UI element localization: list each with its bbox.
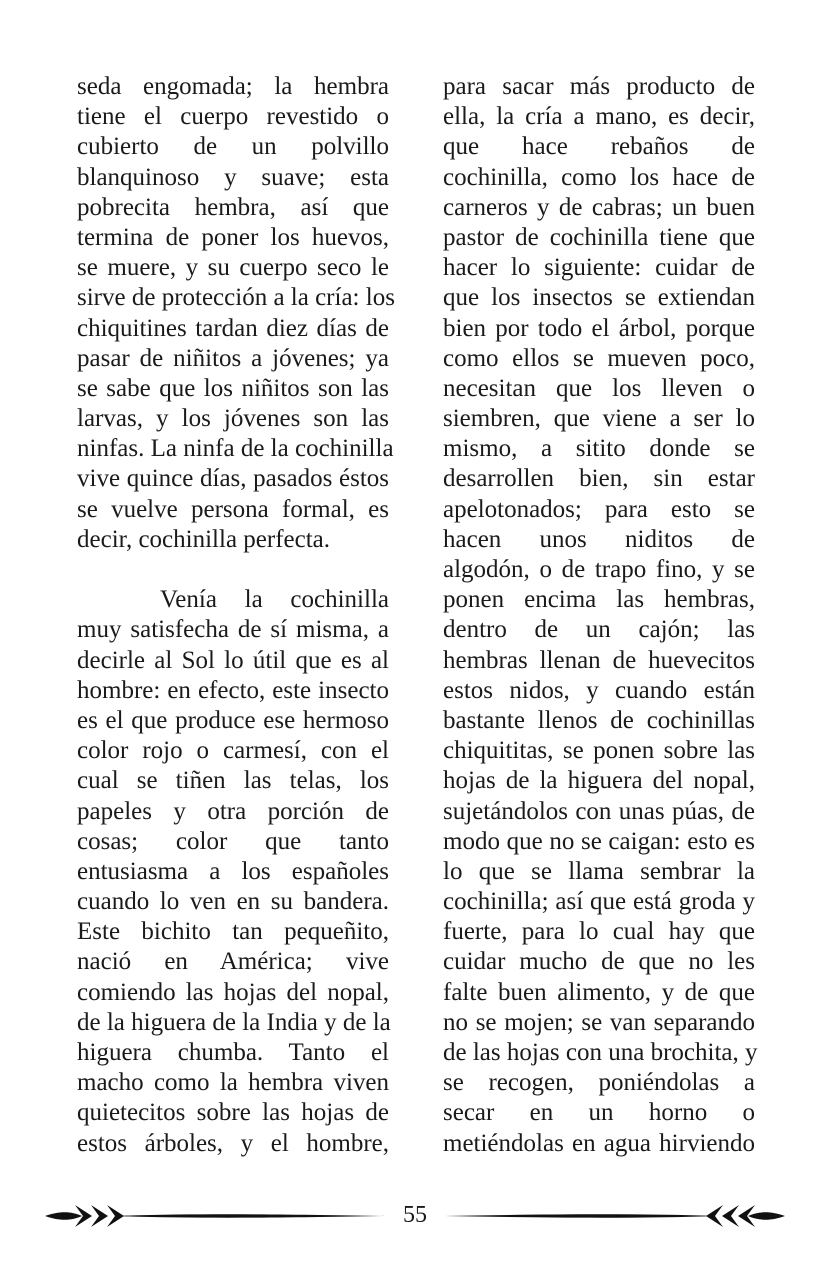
text-line: dentro de un cajón; las <box>443 616 755 644</box>
text-line: de las hojas con una brochita, y <box>443 1039 758 1066</box>
left-column <box>77 72 395 1159</box>
text-line: cuando lo ven en su bandera. <box>77 888 389 916</box>
text-line: cochinilla, como los hace de <box>443 163 755 191</box>
right-ornament-icon <box>440 1192 785 1240</box>
text-line: chiquititas, se ponen sobre las <box>443 737 755 765</box>
text-line: color rojo o carmesí, con el <box>77 737 389 765</box>
text-line: se muere, y su cuerpo seco le <box>77 254 389 282</box>
text-line: es el que produce ese hermoso <box>77 706 389 734</box>
text-line: seda engomada; la hembra <box>77 73 389 100</box>
text-line: vive quince días, pasados éstos <box>77 465 389 493</box>
text-line: Venía la cochinilla <box>160 586 389 614</box>
text-line: entusiasma a los españoles <box>77 857 389 885</box>
text-line: cuidar mucho de que no les <box>443 948 755 976</box>
text-line: cual se tiñen las telas, los <box>77 767 389 795</box>
text-line: metiéndolas en agua hirviendo <box>443 1129 755 1157</box>
text-line: apelotonados; para esto se <box>443 495 755 523</box>
text-line: comiendo las hojas del nopal, <box>77 978 389 1006</box>
text-line: algodón, o de trapo fino, y se <box>443 556 755 583</box>
text-line: necesitan que los lleven o <box>443 374 755 402</box>
text-line: hojas de la higuera del nopal, <box>443 767 755 795</box>
text-line: cosas; color que tanto <box>77 827 389 855</box>
text-line: estos árboles, y el hombre, <box>77 1129 389 1157</box>
text-line: blanquinoso y suave; esta <box>77 163 389 191</box>
text-line: que hace rebaños de <box>443 133 755 161</box>
text-line: secar en un horno o <box>443 1099 755 1127</box>
text-line: quietecitos sobre las hojas de <box>77 1099 389 1127</box>
text-line: cochinilla; así que está groda y <box>443 888 755 916</box>
text-line: macho como la hembra viven <box>77 1069 389 1097</box>
text-line: nació en América; vive <box>77 948 389 976</box>
text-line: carneros y de cabras; un buen <box>443 193 755 221</box>
text-line: siembren, que viene a ser lo <box>443 405 755 433</box>
text-line: tiene el cuerpo revestido o <box>77 103 389 131</box>
text-line <box>77 555 389 585</box>
text-line: ninfas. La ninfa de la cochinilla <box>77 435 394 463</box>
text-line: hacer lo siguiente: cuidar de <box>443 254 755 282</box>
text-line: muy satisfecha de sí misma, a <box>77 616 389 644</box>
text-line: higuera chumba. Tanto el <box>77 1039 389 1066</box>
text-line: fuerte, para lo cual hay que <box>443 918 755 946</box>
text-line: como ellos se mueven poco, <box>443 344 755 372</box>
text-line: falte buen alimento, y de que <box>443 978 755 1006</box>
text-line: decir, cochinilla perfecta. <box>77 525 331 553</box>
text-line: se vuelve persona formal, es <box>77 495 389 523</box>
text-line: decirle al Sol lo útil que es al <box>77 646 389 674</box>
text-line: Este bichito tan pequeñito, <box>77 918 389 946</box>
text-line: sujetándolos con unas púas, de <box>443 797 755 825</box>
page-footer <box>0 1192 831 1240</box>
text-line: bien por todo el árbol, porque <box>443 314 755 342</box>
text-line: bastante llenos de cochinillas <box>443 706 755 734</box>
text-line: modo que no se caigan: esto es <box>443 827 755 855</box>
text-line: lo que se llama sembrar la <box>443 857 755 885</box>
text-line: que los insectos se extiendan <box>443 284 755 312</box>
text-line: cubierto de un polvillo <box>77 133 389 161</box>
text-line: sirve de protección a la cría: los <box>77 284 395 312</box>
text-line: de la higuera de la India y de la <box>77 1008 391 1036</box>
text-line: se sabe que los niñitos son las <box>77 374 389 402</box>
text-line: termina de poner los huevos, <box>77 223 389 251</box>
text-line: estos nidos, y cuando están <box>443 676 755 704</box>
text-line: pasar de niñitos a jóvenes; ya <box>77 344 389 372</box>
text-line: ella, la cría a mano, es decir, <box>443 103 755 131</box>
text-line: desarrollen bien, sin estar <box>443 465 755 493</box>
text-line: hacen unos niditos de <box>443 525 755 553</box>
text-line: pobrecita hembra, así que <box>77 193 389 221</box>
text-line: ponen encima las hembras, <box>443 586 755 614</box>
text-line: hembras llenan de huevecitos <box>443 646 755 674</box>
text-line: papeles y otra porción de <box>77 797 389 825</box>
text-line: hombre: en efecto, este insecto <box>77 676 389 704</box>
page-number: 55 <box>403 1202 427 1228</box>
text-line: pastor de cochinilla tiene que <box>443 223 755 251</box>
text-line: mismo, a sitito donde se <box>443 435 755 463</box>
left-ornament-icon <box>45 1192 390 1240</box>
text-line: chiquitines tardan diez días de <box>77 314 389 342</box>
right-column <box>443 72 758 1159</box>
text-line: se recogen, poniéndolas a <box>443 1069 755 1097</box>
text-line: larvas, y los jóvenes son las <box>77 405 389 433</box>
text-line: para sacar más producto de <box>443 73 755 100</box>
text-line: no se mojen; se van separando <box>443 1008 755 1036</box>
